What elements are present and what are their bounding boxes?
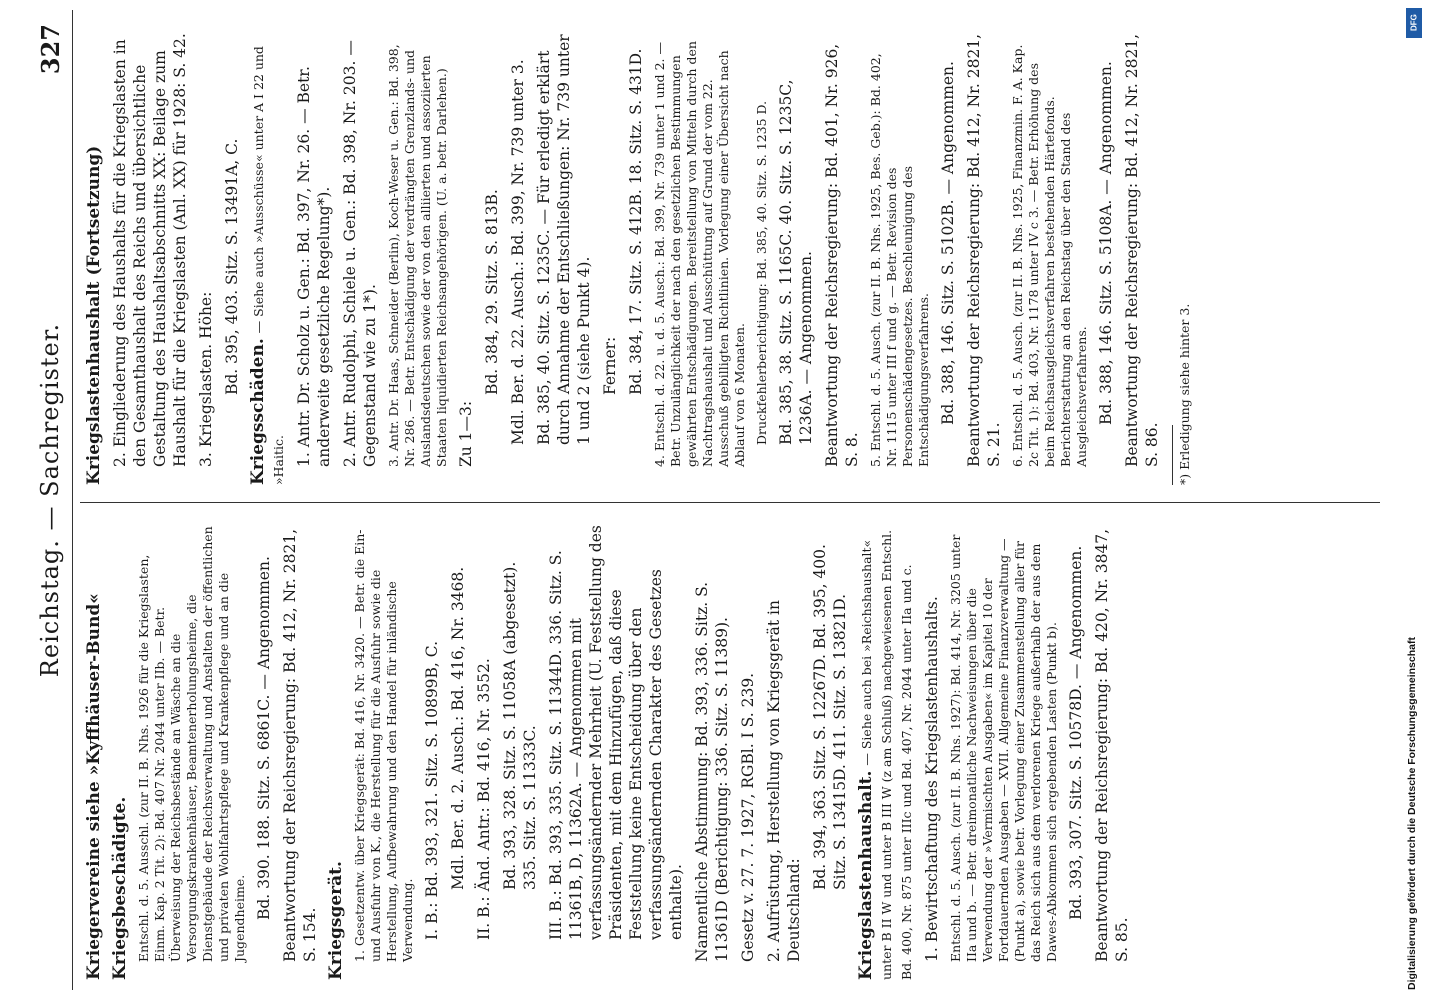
right-column bbox=[84, 30, 1390, 485]
entry-subheading: 1. Bewirtschaftung des Kriegslastenhaushalts. bbox=[923, 596, 941, 962]
entry-text: Gesetz v. 27. 7. 1927, RGBl. I S. 239. bbox=[739, 672, 757, 962]
entry-text: Entschl. d. 5. Ausschl. (zur II. B. Nhs. 1926 für die Kriegslasten, Einm. Kap. 2 Tit. 2): Bd. 407 Nr. 2044 unter IIb. — Betr. Überweisung der Reichsbestände an Wäsche an die Versorgungskrankenhäuser, Beamtenerholungsheime, die Dienstgebäude der Reichsverwaltung und Anstalten der öffentlichen und privaten Wohlfahrtspflege und Krankenpflege und an die Jugendheime. bbox=[136, 526, 247, 962]
entry-reference: Bd. 390. 188. Sitz. S. 6861C. — Angenommen. bbox=[255, 556, 273, 920]
scanned-page bbox=[20, 10, 1400, 990]
entry-text: 6. Entschl. d. 5. Ausch. (zur II. B. Nhs. 1925, Finanzmin. F. A. Kap. 2c Tit. 1): Bd. 403, Nr. 1178 unter IV c 3. — Betr. Erhöhung des beim Reichsausgleichsverfahren bestehenden Härtefonds. Berichterstattung an den Reichstag über den Stand des Ausgleichsverfahrens. bbox=[1010, 44, 1089, 467]
entry-heading: Kriegsgerät. bbox=[326, 861, 346, 980]
entry-reference: Bd. 393, 328. Sitz. S. 11058A (abgesetzt). 335. Sitz. S. 11333C. bbox=[501, 561, 539, 890]
entry-reference: Bd. 384, 17. Sitz. S. 412B. 18. Sitz. S. 431D. bbox=[627, 48, 645, 395]
entry-heading: Kriegslastenhaushalt (Fortsetzung) bbox=[84, 145, 104, 485]
left-column bbox=[84, 525, 1390, 980]
entry-text: 4. Entschl. d. 22. u. d. 5. Ausch.: Bd. 399, Nr. 739 unter 1 und 2. — Betr. Unzulänglichkeit der nach den gesetzlichen Bestimmungen gewährten Entschädigungen. Bereitstellung von Mitteln durch den Nachtragshaushalt und Ausschüttung auf Grund der vom 22. Ausschuß gebilligten Richtlinien. Vorlegung einer Übersicht nach Ablauf von 6 Monaten. bbox=[652, 41, 747, 467]
entry-heading-line bbox=[248, 30, 288, 485]
column-divider bbox=[80, 502, 1380, 503]
page-header bbox=[32, 10, 73, 990]
running-title: Reichstag. — Sachregister. bbox=[36, 322, 64, 678]
entry-reference: III. B.: Bd. 393, 335. Sitz. S. 11344D. 336. Sitz. S. 11361B, D, 11362A. — Angenommen mit verfassungsändernder Mehrheit (U. Feststellung des Präsidenten, mit dem Hinzufügen, daß diese Feststellung keine Entscheidung über den verfassungsändernden Charakter des Gesetzes enthalte). bbox=[547, 525, 685, 940]
entry-heading-line bbox=[856, 525, 916, 980]
entry-text: 1. Gesetzentw. über Kriegsgerät: Bd. 416, Nr. 3420. — Betr. die Ein- und Ausfuhr von K., die Herstellung für die Ausfuhr sowie die Herstellung, Aufbewahrung und den Handel für inländische Verwendung. bbox=[352, 529, 415, 962]
entry-reference: Bd. 395, 403. Sitz. S. 13491A, C. bbox=[223, 138, 241, 395]
entry-reference: Bd. 385, 38. Sitz. S. 1165C. 40. Sitz. S. 1235C, 1236A. — Angenommen. bbox=[777, 79, 815, 445]
entry-reference: Bd. 385, 40. Sitz. S. 1235C. — Für erledigt erklärt durch Annahme der Entschließungen: Nr. 739 unter 1 und 2 (siehe Punkt 4). bbox=[535, 34, 593, 445]
entry-text: Entschl. d. 5. Ausch. (zur II. B. Nhs. 1927): Bd. 414, Nr. 3205 unter IIa und b. — Betr. dreimonatliche Nachweisungen über die Verwendung der »Vermischten Ausgaben« im Kapitel 10 der Fortdauernden Ausgaben — XVII. Allgemeine Finanzverwaltung — (Punkt a), sowie betr. Vorlegung einer Zusammenstellung aller für das Reich sich aus dem verlorenen Kriege außerhalb der aus dem Dawes-Abkommen sich ergebenden Lasten (Punkt b). bbox=[948, 534, 1059, 962]
entry-text: Beantwortung der Reichsregierung: Bd. 412, Nr. 2821, S. 154. bbox=[281, 528, 319, 962]
dfg-logo: DFG bbox=[1406, 8, 1422, 38]
entry-reference: Bd. 384, 29. Sitz. S. 813B. bbox=[483, 189, 501, 395]
entry-text: Namentliche Abstimmung: Bd. 393, 336. Sitz. S. 11361D (Berichtigung: 336. Sitz. S. 11389). bbox=[693, 581, 731, 962]
page-number: 327 bbox=[36, 24, 65, 75]
digitization-credit: Digitalisierung gefördert durch die Deutsche Forschungsgemeinschaft bbox=[1406, 637, 1418, 990]
entry-text: — Siehe auch »Ausschüsse« unter A I 22 und »Haitic. bbox=[251, 46, 286, 485]
entry-text: Beantwortung der Reichsregierung: Bd. 412, Nr. 2821, S. 21. bbox=[965, 33, 1003, 467]
entry-reference: Mdl. Ber. d. 22. Ausch.: Bd. 399, Nr. 739 unter 3. bbox=[509, 59, 527, 445]
entry-text: Ferner: bbox=[601, 336, 619, 395]
entry-heading: Kriegsbeschädigte. bbox=[110, 796, 130, 980]
entry-reference: Bd. 388, 146. Sitz. S. 5102B. — Angenommen. bbox=[939, 61, 957, 425]
entry-reference: Bd. 394, 363. Sitz. S. 12267D. Bd. 395, 400. Sitz. S. 13415D. 411. Sitz. S. 13821D. bbox=[811, 544, 849, 890]
entry-text: Druckfehlerberichtigung: Bd. 385, 40. Sitz. S. 1235 D. bbox=[754, 100, 769, 445]
entry-text: 2. Antr. Rudolphi, Schiele u. Gen.: Bd. 398, Nr. 203. — Gegenstand wie zu 1*). bbox=[341, 40, 379, 467]
entry-text: 5. Entschl. d. 5. Ausch. (zur II. B. Nhs. 1925, Bes. Geb.): Bd. 402, Nr. 1115 unter III f und g. — Betr. Revision des Personenschädengesetzes. Beschleunigung des Entschädigungsverfahrens. bbox=[868, 53, 931, 467]
entry-text: 3. Kriegslasten. Höhe: bbox=[197, 291, 215, 467]
entry-text: 2. Aufrüstung, Herstellung von Kriegsgerät in Deutschland: bbox=[765, 600, 803, 962]
entry-heading: Kriegsschäden. bbox=[248, 338, 268, 485]
entry-reference: I. B.: Bd. 393, 321. Sitz. S. 10899B, C. bbox=[423, 640, 441, 940]
entry-text: Beantwortung der Reichsregierung: Bd. 420, Nr. 3847, S. 85. bbox=[1093, 528, 1131, 962]
entry-text: 3. Antr. Dr. Haas, Schneider (Berlin), Koch-Weser u. Gen.: Bd. 398, Nr. 286. — Betr. Entschädigung der verdrängten Grenzlands- und Auslandsdeutschen sowie der von den alliierten und assoziierten Staaten liquidierten Reichsangehörigen. (U. a. betr. Darlehen.) bbox=[386, 44, 449, 467]
entry-text: 2. Eingliederung des Haushalts für die Kriegslasten in den Gesamthaushalt des Reichs und übersichtliche Gestaltung des Haushaltsabschnitts XX: Beilage zum Haushalt für die Kriegslasten (Anl. XX) für 1928: S. 42. bbox=[111, 33, 189, 467]
entry-heading: Kriegslastenhaushalt. bbox=[856, 770, 876, 980]
entry-text: Beantwortung der Reichsregierung: Bd. 412, Nr. 2821, S. 86. bbox=[1123, 33, 1161, 467]
entry-text: — Siehe auch bei »Reichshaushalt« unter B II W und unter B III W (z am Schluß) nachgewiesenen Entschl. Bd. 400, Nr. 875 unter IIIc und Bd. 407, Nr. 2044 unter IIa und c. bbox=[859, 529, 914, 980]
entry-reference: Bd. 388, 146. Sitz. S. 5108A. — Angenommen. bbox=[1097, 61, 1115, 425]
entry-text: Zu 1—3: bbox=[457, 400, 475, 467]
footnote: *) Erledigung siehe hinter 3. bbox=[1177, 303, 1192, 485]
footnote-rule bbox=[1172, 425, 1173, 485]
entry-reference: Bd. 393, 307. Sitz. S. 10578D. — Angenommen. bbox=[1067, 545, 1085, 920]
entry-reference: Mdl. Ber. d. 2. Ausch.: Bd. 416, Nr. 3468. bbox=[449, 566, 467, 890]
entry-heading: Kriegervereine siehe »Kyffhäuser-Bund« bbox=[84, 593, 104, 980]
digitization-credit-bar bbox=[1394, 0, 1434, 1000]
entry-text: Beantwortung der Reichsregierung: Bd. 401, Nr. 926, S. 8. bbox=[823, 43, 861, 467]
entry-text: 1. Antr. Dr. Scholz u. Gen.: Bd. 397, Nr. 26. — Betr. anderweite gesetzliche Regelung*). bbox=[295, 66, 333, 467]
entry-reference: II. B.: Änd. Antr.: Bd. 416, Nr. 3552. bbox=[475, 658, 493, 940]
